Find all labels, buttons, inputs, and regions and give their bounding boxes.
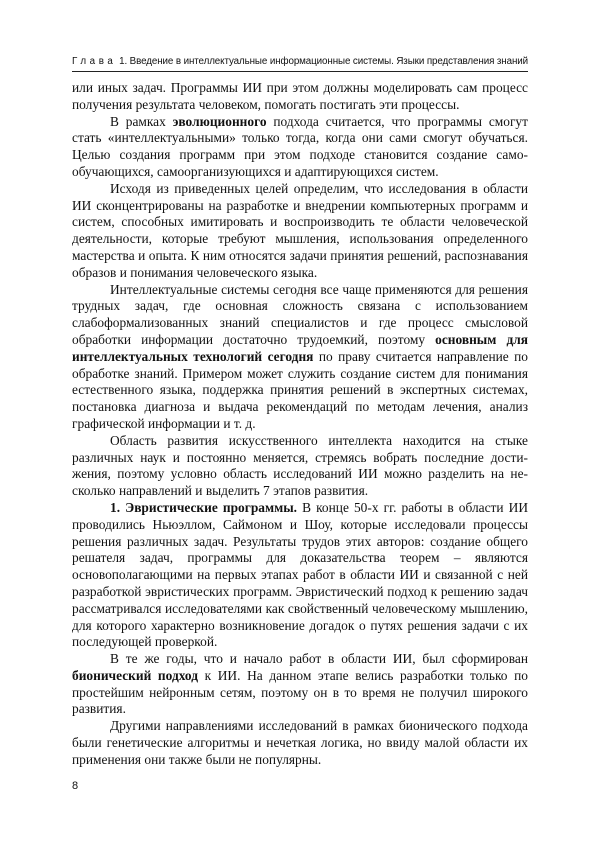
- running-header: [72, 56, 528, 67]
- bold-term: 1. Эвристические программы.: [110, 499, 298, 515]
- text-run: Область развития искусственного интеллекта находится на стыке различных наук и постоянно меняется, стремясь вобрать последние достижения, поэтому условно область исследований ИИ можно разделить на несколько направлений и выделить 7 этапов развития.: [72, 432, 528, 499]
- paragraph-3: [72, 181, 528, 282]
- text-run: В те же годы, что и начало работ в области ИИ, был сформирован: [110, 651, 528, 667]
- text-run: по праву считается направление по обработке знаний. Примером может служить создание систем для понимания естественного языка, поддержка принятия решений в экспертных системах, постановка диагноза и выдача рекомендаций по методам лечения, анализ графической информации и т. д.: [72, 348, 528, 431]
- running-header-title: 1. Введение в интеллектуальные информационные системы. Языки представления знаний: [119, 56, 529, 67]
- text-run: подхода считается, что программы смогут стать «интеллектуальными» только тогда, когда они сами смогут обучаться. Целью создания программ при этом подходе становится создание самообучающихся, самоорганизующихся и адаптирующихся систем.: [72, 113, 528, 179]
- paragraph-2: [72, 114, 528, 181]
- text-run: Исходя из приведенных целей определим, что исследования в области ИИ сконцентрированы на разработке и внедрении компьютерных программ и систем, способных имитировать и воспроизводить те области человеческой деятельности, которые требуют мышления, использования определенного мастерства и опыта. К ним относятся задачи принятия решений, распознавания образов и понимания человеческого языка.: [72, 180, 528, 280]
- paragraph-8: [72, 718, 528, 768]
- header-divider: [72, 71, 528, 72]
- text-run: или иных задач. Программы ИИ при этом должны моделировать сам процесс получения результата человеком, помогать постигать эти процессы.: [72, 80, 528, 112]
- body-text: [72, 80, 528, 769]
- bold-term: основным для интеллектуальных технологий сегодня: [72, 331, 528, 364]
- paragraph-6: [72, 500, 528, 651]
- bold-term: эволюционного: [172, 113, 267, 129]
- text-run: Другими направлениями исследований в рамках бионического подхода были генетические алгоритмы и нечеткая логика, но ввиду малой области их применения они также были не популярны.: [72, 718, 528, 767]
- text-run: Интеллектуальные системы сегодня все чаще применяются для решения трудных задач, где основная сложность связана с использованием слабоформализованных знаний специалистов и где процесс смысловой обработки информации достаточно трудоемкий, поэтому: [72, 281, 528, 347]
- paragraph-4: [72, 282, 528, 433]
- paragraph-1: [72, 80, 528, 114]
- text-run: В конце 50-х гг. работы в области ИИ проводились Ньюэллом, Саймоном и Шоу, которые исследовали процессы решения различных задач. Результаты трудов этих авторов: создание общего решателя задач, программы для доказательства теорем – являются основополагающими на первых этапах работ в области ИИ и связанной с ней разработкой эвристических программ. Эвристический подход к решению задач рассматривался исследователями как свойственный человеческому мышлению, для которого характерно возникновение догадок о путях решения задачи с их последующей проверкой.: [72, 499, 528, 650]
- chapter-word: Глава: [72, 56, 117, 67]
- text-run: В рамках: [110, 113, 173, 129]
- paragraph-5: [72, 433, 528, 500]
- text-run: к ИИ. На данном этапе велись разработки только по простейшим нейронным сетям, поэтому он в то время не получил широкого развития.: [72, 667, 528, 717]
- paragraph-7: [72, 651, 528, 718]
- bold-term: бионический подход: [72, 667, 198, 683]
- page-number: 8: [72, 780, 79, 792]
